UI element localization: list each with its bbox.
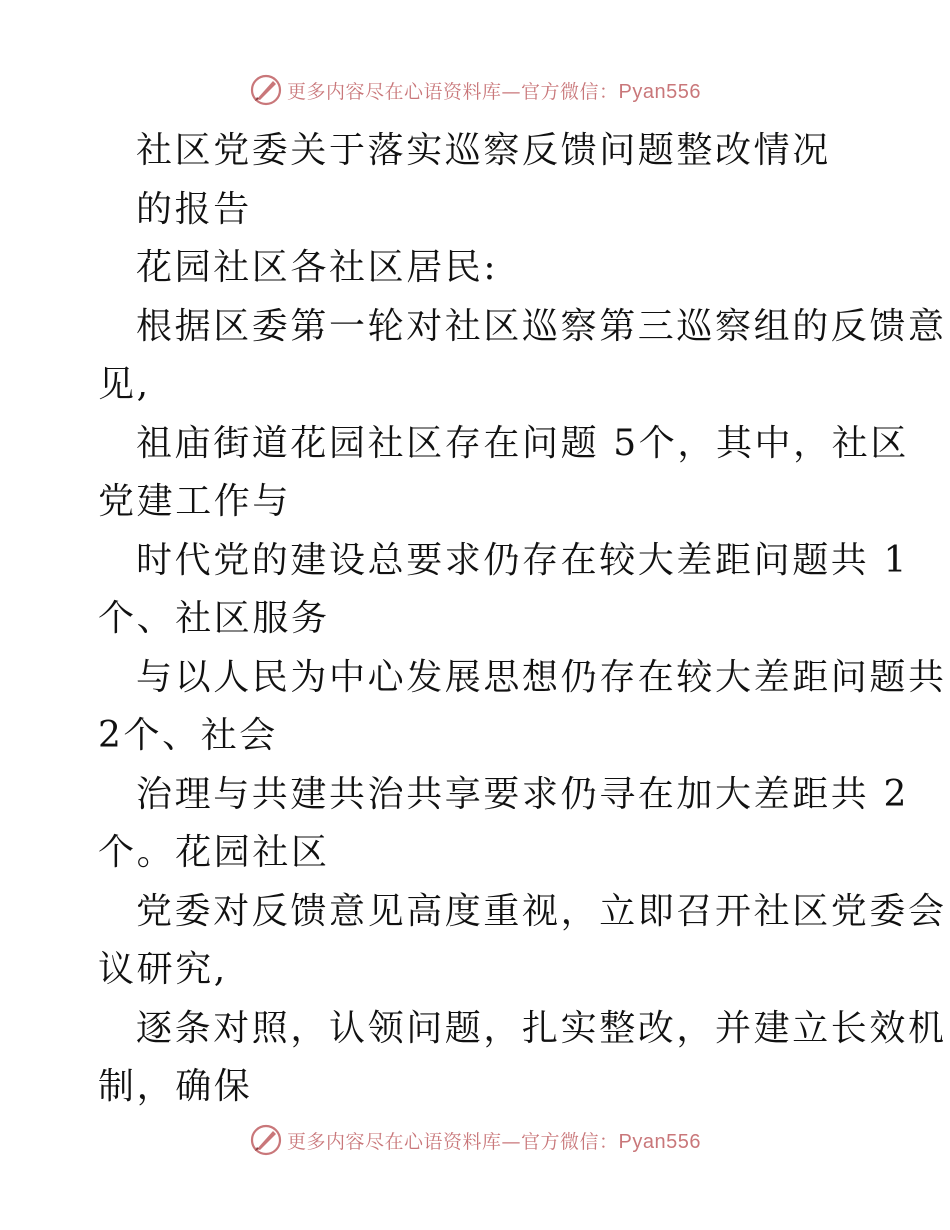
- doc-line: 与以人民为中心发展思想仍存在较大差距问题共: [136, 656, 947, 698]
- header-watermark: [0, 70, 950, 110]
- doc-line: 个。花园社区: [98, 832, 330, 873]
- doc-line: 制，确保: [98, 1066, 253, 1107]
- doc-line: 2个、社会: [98, 715, 278, 756]
- doc-line: 逐条对照，认领问题，扎实整改，并建立长效机: [136, 1007, 947, 1049]
- footer-watermark: [0, 1120, 950, 1160]
- doc-line: 根据区委第一轮对社区巡察第三巡察组的反馈意: [136, 305, 947, 347]
- document-body: [98, 122, 947, 1117]
- watermark-handle: Pyan556: [618, 1130, 701, 1153]
- watermark-handle: Pyan556: [618, 80, 701, 103]
- watermark-text: 更多内容尽在心语资料库—官方微信：Pyan556: [287, 80, 701, 103]
- doc-line: 党委对反馈意见高度重视，立即召开社区党委会: [136, 890, 947, 932]
- doc-line: 个、社区服务: [98, 598, 330, 639]
- doc-title-line-2: 的报告: [136, 188, 252, 230]
- doc-line: 议研究,: [98, 949, 228, 990]
- quill-pen-icon: [249, 1123, 283, 1157]
- doc-line: 治理与共建共治共享要求仍寻在加大差距共 2: [136, 773, 909, 815]
- watermark-text: 更多内容尽在心语资料库—官方微信：Pyan556: [287, 1130, 701, 1153]
- quill-pen-icon: [249, 73, 283, 107]
- doc-line: 党建工作与: [98, 481, 292, 522]
- doc-salutation: 花园社区各社区居民:: [136, 247, 499, 288]
- doc-line: 时代党的建设总要求仍存在较大差距问题共 1: [136, 539, 909, 581]
- doc-title-line-1: 社区党委关于落实巡察反馈问题整改情况: [136, 130, 831, 171]
- doc-line: 见,: [98, 364, 151, 405]
- doc-line: 祖庙街道花园社区存在问题 5个，其中，社区: [136, 422, 909, 464]
